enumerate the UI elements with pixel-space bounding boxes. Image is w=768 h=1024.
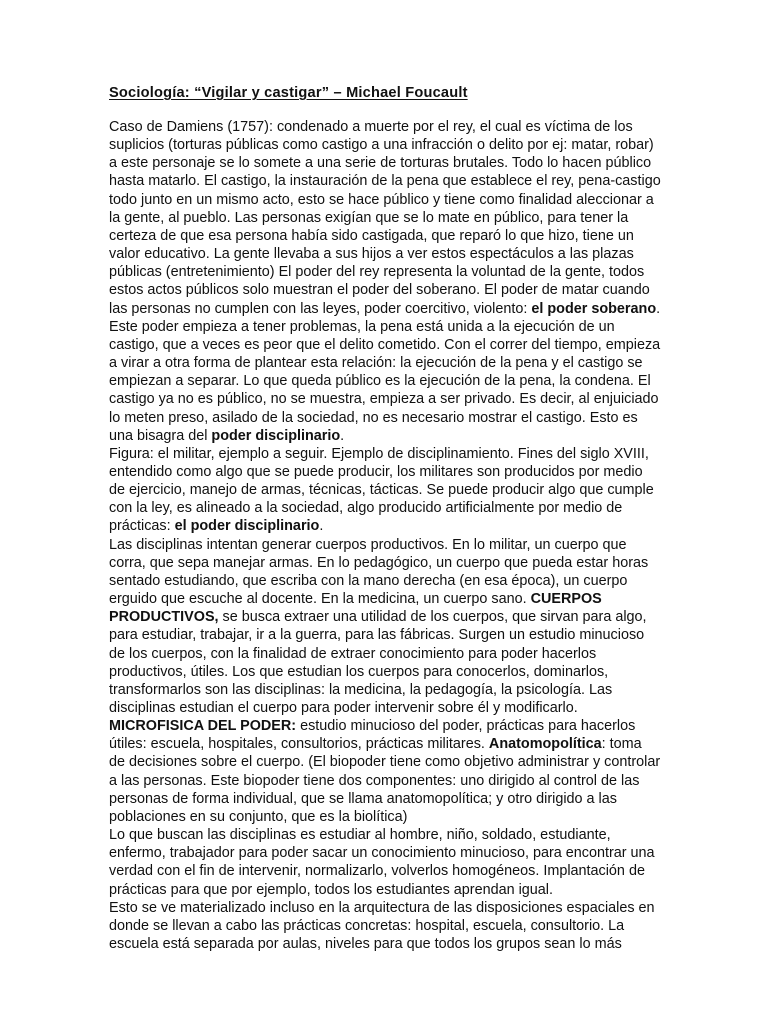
text-run: : toma de decisiones sobre el cuerpo. (El biopoder tiene como objetivo administrar y controlar a las personas. Este biopoder tiene dos componentes: uno dirigido al control de las personas de forma individual, que se llama anatomopolítica; y otro dirigido a las poblaciones en su conjunto, que es la biolítica) [109, 736, 661, 825]
text-run: Caso de Damiens (1757): condenado a muerte por el rey, el cual es víctima de los suplicios (torturas públicas como castigo a una infracción o delito por ej: matar, robar) a este personaje se lo somete a una serie de torturas brutales. Todo lo hacen público hasta matarlo. El castigo, la instauración de la pena que establece el rey, pena-castigo todo junto en un mismo acto, esto se hace público y tiene como finalidad aleccionar a la gente, al pueblo. Las personas exigían que se lo mate en público, para tener la certeza de que esa persona había sido castigada, que reparó lo que hizo, tiene un valor educativo. La gente llevaba a sus hijos a ver estos espectáculos a las plazas públicas (entretenimiento) El poder del rey representa la voluntad de la gente, todos estos actos públicos solo muestran el poder del soberano. El poder de matar cuando las personas no cumplen con las leyes, poder coercitivo, violento: [109, 119, 661, 317]
text-run: . [340, 427, 345, 444]
body-paragraph [109, 445, 661, 536]
document-body [109, 118, 661, 953]
body-paragraph [109, 899, 661, 953]
document-page [109, 83, 661, 953]
text-run: Las disciplinas intentan generar cuerpos productivos. En lo militar, un cuerpo que corra, que sepa manejar armas. En lo pedagógico, un cuerpo que pueda estar horas sentado estudiando, que escriba con la mano derecha (en esa época), un cuerpo erguido que escuche al docente. En la medicina, un cuerpo sano. [109, 536, 649, 608]
bold-term: poder disciplinario [211, 427, 341, 444]
text-run: estudio minucioso del poder, prácticas para hacerlos útiles: escuela, hospitales, consultorios, prácticas militares. [109, 718, 636, 753]
text-run: . [319, 518, 324, 535]
body-paragraph [109, 717, 661, 826]
document-title: Sociología: “Vigilar y castigar” – Michael Foucault [109, 85, 468, 101]
bold-term: el poder soberano [531, 300, 657, 317]
text-run: Esto se ve materializado incluso en la arquitectura de las disposiciones espaciales en donde se llevan a cabo las prácticas concretas: hospital, escuela, consultorio. La escuela está separada por aulas, niveles para que todos los grupos sean lo más [109, 899, 655, 953]
bold-term: el poder disciplinario [174, 518, 320, 535]
bold-term: MICROFISICA DEL PODER: [109, 718, 297, 735]
text-run: Lo que buscan las disciplinas es estudiar al hombre, niño, soldado, estudiante, enfermo, trabajador para poder sacar un conocimiento minucioso, para encontrar una verdad con el fin de intervenir, normalizarlo, volverlos homogéneos. Implantación de prácticas para que por ejemplo, todos los estudiantes aprendan igual. [109, 827, 655, 898]
bold-term: Anatomopolítica [488, 736, 602, 753]
text-run: se busca extraer una utilidad de los cuerpos, que sirvan para algo, para estudiar, trabajar, ir a la guerra, para las fábricas. Surgen un estudio minucioso de los cuerpos, con la finalidad de extraer conocimiento para poder hacerlos productivos, útiles. Los que estudian los cuerpos para conocerlos, dominarlos, transformarlos son las disciplinas: la medicina, la pedagogía, la psicología. Las disciplinas estudian el cuerpo para poder intervenir sobre él y modificarlo. [109, 609, 647, 716]
text-run: Figura: el militar, ejemplo a seguir. Ejemplo de disciplinamiento. Fines del siglo XVIII, entendido como algo que se puede producir, los militares son producidos por medio de ejercicio, manejo de armas, técnicas, tácticas. Se puede producir algo que cumple con la ley, es alineado a la sociedad, algo producido artificialmente por medio de prácticas: [109, 445, 654, 535]
bold-term: CUERPOS PRODUCTIVOS, [109, 591, 602, 626]
body-paragraph [109, 118, 661, 445]
body-paragraph [109, 536, 661, 718]
text-run: . Este poder empieza a tener problemas, la pena está unida a la ejecución de un castigo, que a veces es peor que el delito cometido. Con el correr del tiempo, empieza a virar a otra forma de plantear esta relación: la ejecución de la pena y el castigo se empiezan a separar. Lo que queda público es la ejecución de la pena, la condena. El castigo ya no es público, no se muestra, empieza a ser privado. Es decir, al enjuiciado lo meten preso, asilado de la sociedad, no es necesario mostrar el castigo. Esto es una bisagra del [109, 300, 661, 444]
body-paragraph [109, 826, 661, 899]
